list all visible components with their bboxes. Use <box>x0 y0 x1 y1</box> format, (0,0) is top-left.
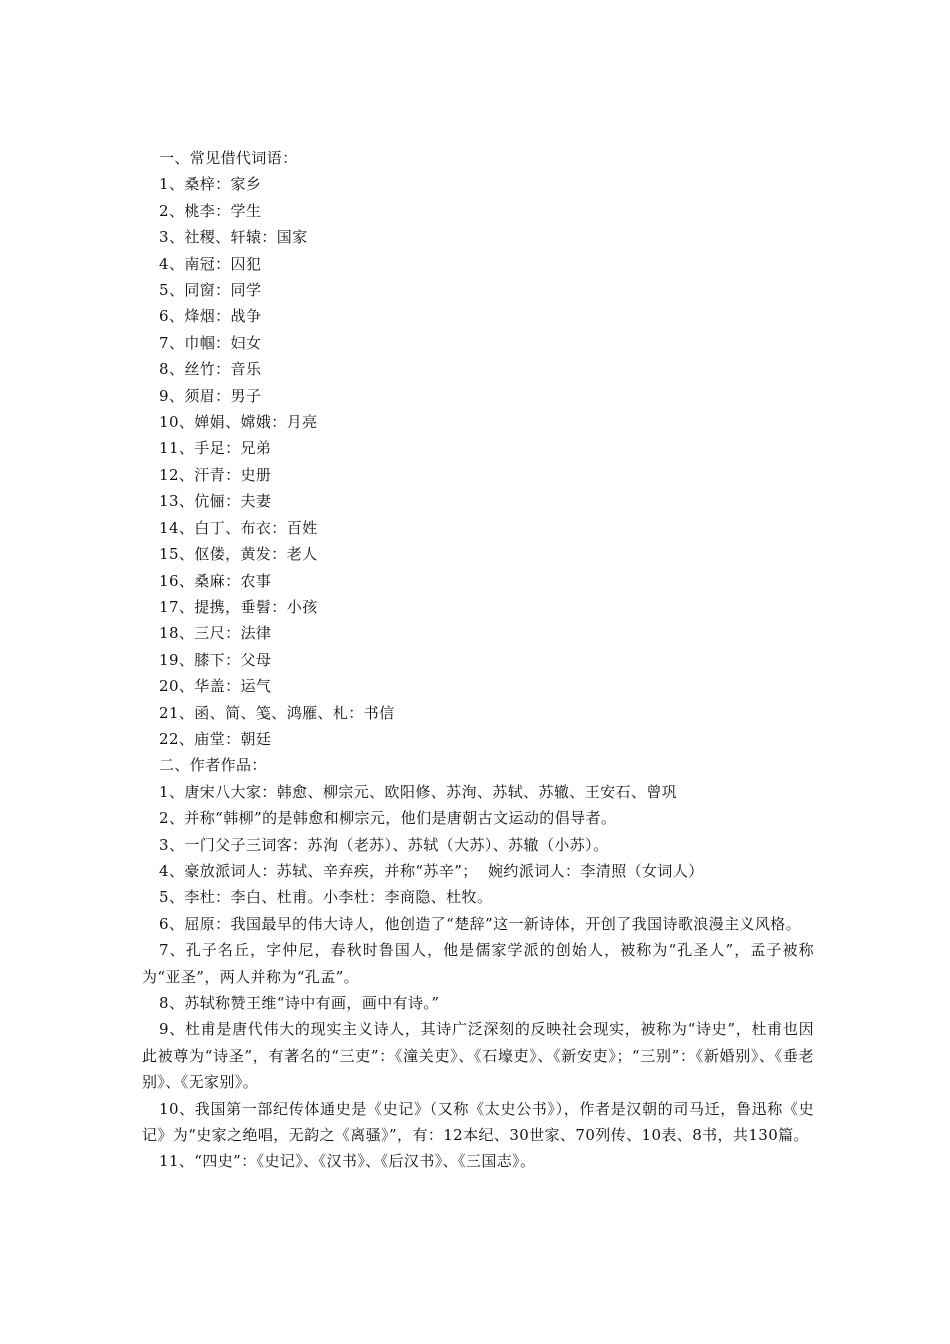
section-1-heading: 一、常见借代词语： <box>159 149 298 167</box>
paragraph-item: 11、“四史”：《史记》、《汉书》、《后汉书》、《三国志》。 <box>159 1152 536 1171</box>
list-item: 4、南冠：囚犯 <box>159 254 262 273</box>
list-item: 9、须眉：男子 <box>159 386 262 405</box>
list-item: 12、汗青：史册 <box>159 465 272 484</box>
list-item: 5、李杜：李白、杜甫。小李杜：李商隐、杜牧。 <box>159 888 493 907</box>
list-item: 3、社稷、轩辕：国家 <box>159 228 308 247</box>
list-item: 18、三尺：法律 <box>159 624 272 643</box>
paragraph-item: 6、屈原：我国最早的伟大诗人，他创造了“楚辞”这一新诗体，开创了我国诗歌浪漫主义风格。 <box>159 914 802 933</box>
list-item: 11、手足：兄弟 <box>159 439 272 458</box>
list-item: 8、丝竹：音乐 <box>159 360 262 379</box>
list-item: 5、同窗：同学 <box>159 281 262 300</box>
document-body <box>142 145 814 1175</box>
paragraph-item: 7、孔子名丘，字仲尼，春秋时鲁国人，他是儒家学派的创始人，被称为“孔圣人”，孟子被称为“亚圣”，两人并称为“孔孟”。 <box>142 941 814 986</box>
list-item: 13、伉俪：夫妻 <box>159 492 272 511</box>
list-item: 6、烽烟：战争 <box>159 307 262 326</box>
list-item: 4、豪放派词人：苏轼、辛弃疾，并称“苏辛”； 婉约派词人：李清照（女词人） <box>159 861 704 880</box>
list-item: 21、函、简、笺、鸿雁、札：书信 <box>159 703 395 722</box>
list-item: 20、华盖：运气 <box>159 677 272 696</box>
list-item: 3、一门父子三词客：苏洵（老苏）、苏轼（大苏）、苏辙（小苏）。 <box>159 835 609 854</box>
paragraph-item: 9、杜甫是唐代伟大的现实主义诗人，其诗广泛深刻的反映社会现实，被称为“诗史”，杜甫也因此被尊为“诗圣”，有著名的“三吏”：《潼关吏》、《石壕吏》、《新安吏》；“三别”：《新婚别》、《垂老别》、《无家别》。 <box>142 1020 814 1092</box>
list-item: 7、巾帼：妇女 <box>159 333 262 352</box>
list-item: 22、庙堂：朝廷 <box>159 729 272 748</box>
list-item: 15、伛偻，黄发：老人 <box>159 545 318 564</box>
list-item: 2、桃李：学生 <box>159 201 262 220</box>
list-item: 1、唐宋八大家：韩愈、柳宗元、欧阳修、苏洵、苏轼、苏辙、王安石、曾巩 <box>159 782 678 801</box>
list-item: 14、白丁、布衣：百姓 <box>159 518 318 537</box>
list-item: 10、婵娟、嫦娥：月亮 <box>159 413 318 432</box>
list-item: 17、提携，垂髫：小孩 <box>159 597 318 616</box>
list-item: 16、桑麻：农事 <box>159 571 272 590</box>
section-2-heading: 二、作者作品： <box>159 756 267 775</box>
list-item: 2、并称“韩柳”的是韩愈和柳宗元，他们是唐朝古文运动的倡导者。 <box>159 809 617 828</box>
paragraph-item: 10、我国第一部纪传体通史是《史记》（又称《太史公书》），作者是汉朝的司马迁，鲁迅称《史记》为“史家之绝唱，无韵之《离骚》”，有：12本纪、30世家、70列传、10表、8书，共130篇。 <box>142 1099 814 1145</box>
list-item: 19、膝下：父母 <box>159 650 272 669</box>
list-item: 1、桑梓：家乡 <box>159 175 262 194</box>
paragraph-item: 8、苏轼称赞王维“诗中有画，画中有诗。” <box>159 994 440 1012</box>
